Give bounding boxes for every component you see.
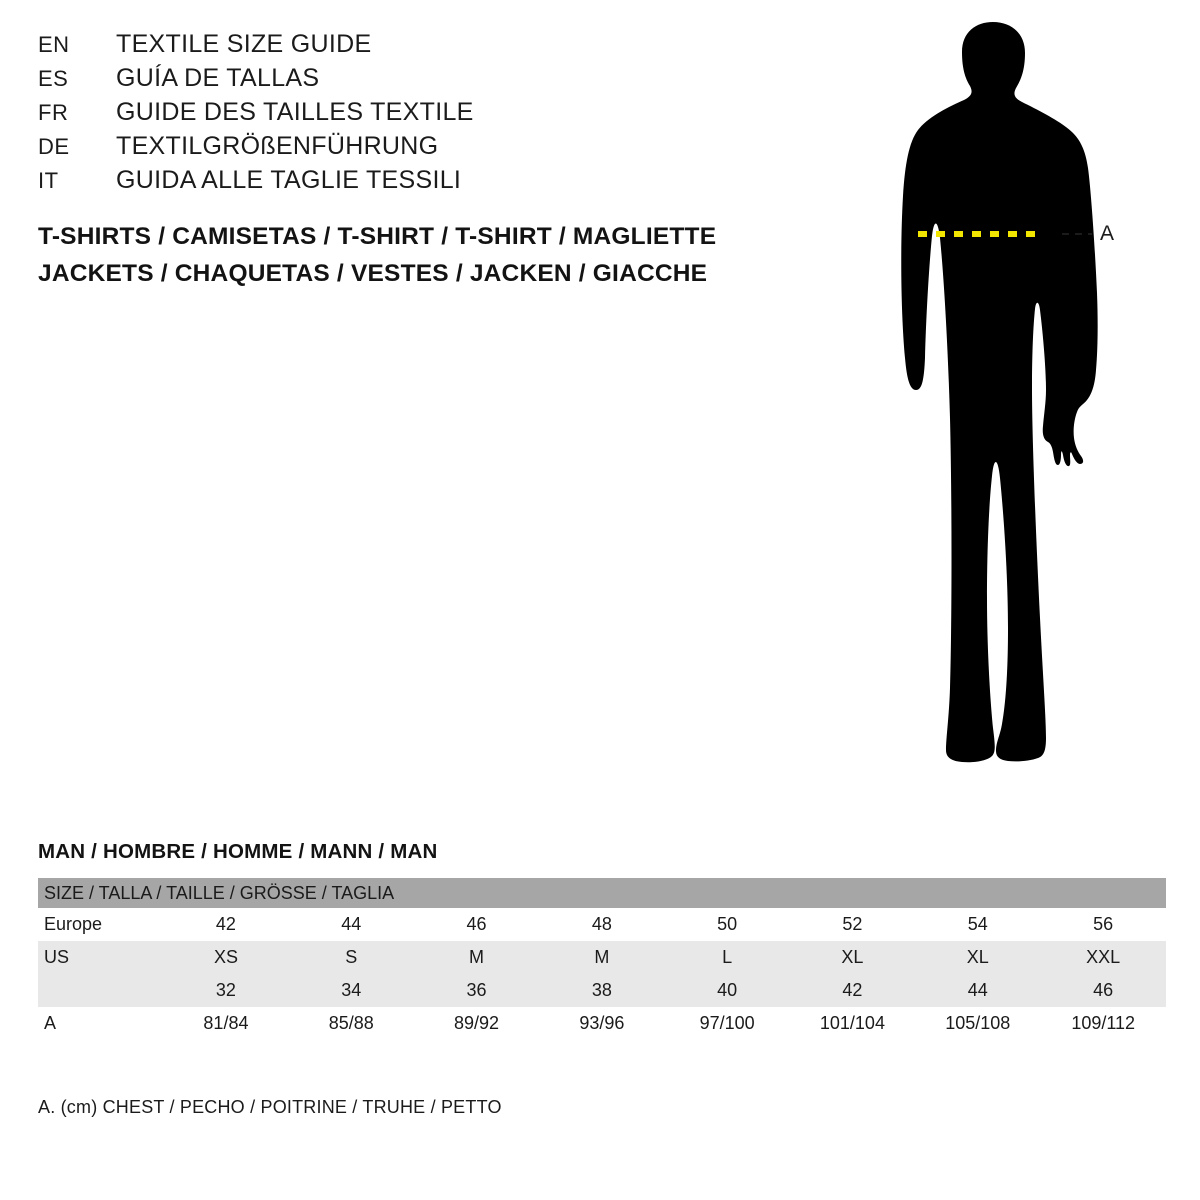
language-title: GUIDA ALLE TAGLIE TESSILI xyxy=(116,166,462,194)
language-title-list xyxy=(38,30,798,200)
language-code: IT xyxy=(38,168,59,193)
table-footnote: A. (cm) CHEST / PECHO / POITRINE / TRUHE / PETTO xyxy=(38,1097,502,1117)
garment-category-list xyxy=(38,218,838,292)
cell: 32 xyxy=(163,974,288,1007)
language-row xyxy=(38,30,798,64)
language-code: FR xyxy=(38,100,69,125)
cell: 89/92 xyxy=(414,1007,539,1040)
cell: 105/108 xyxy=(915,1007,1040,1040)
row-label: A xyxy=(38,1007,163,1040)
cell: 93/96 xyxy=(539,1007,664,1040)
garment-category-tshirts: T-SHIRTS / CAMISETAS / T-SHIRT / T-SHIRT / MAGLIETTE xyxy=(38,223,717,250)
table-row xyxy=(38,941,1166,974)
garment-category-jackets: JACKETS / CHAQUETAS / VESTES / JACKEN / GIACCHE xyxy=(38,260,708,287)
cell: 97/100 xyxy=(664,1007,789,1040)
cell: 56 xyxy=(1040,908,1166,941)
cell: 50 xyxy=(664,908,789,941)
body-silhouette-figure xyxy=(830,18,1170,788)
language-row xyxy=(38,132,798,166)
cell: 52 xyxy=(790,908,915,941)
language-title: TEXTILE SIZE GUIDE xyxy=(116,30,372,58)
language-title: GUIDE DES TAILLES TEXTILE xyxy=(116,98,474,126)
cell: 44 xyxy=(289,908,414,941)
cell: M xyxy=(539,941,664,974)
cell: 34 xyxy=(289,974,414,1007)
cell: 46 xyxy=(414,908,539,941)
male-silhouette-icon xyxy=(830,18,1170,788)
row-label xyxy=(38,974,163,1007)
language-title: TEXTILGRÖßENFÜHRUNG xyxy=(116,132,439,160)
measure-letter-label: A xyxy=(1100,222,1115,245)
cell: 40 xyxy=(664,974,789,1007)
cell: 85/88 xyxy=(289,1007,414,1040)
table-row xyxy=(38,1007,1166,1040)
table-header-label: SIZE / TALLA / TAILLE / GRÖSSE / TAGLIA xyxy=(38,878,1166,908)
cell: XS xyxy=(163,941,288,974)
cell: 38 xyxy=(539,974,664,1007)
cell: XXL xyxy=(1040,941,1166,974)
measure-leader-line xyxy=(1062,233,1092,235)
cell: 48 xyxy=(539,908,664,941)
language-code: EN xyxy=(38,32,70,57)
language-row xyxy=(38,98,798,132)
cell: S xyxy=(289,941,414,974)
language-row xyxy=(38,64,798,98)
size-table xyxy=(38,878,1166,1040)
table-row xyxy=(38,974,1166,1007)
cell: M xyxy=(414,941,539,974)
cell: XL xyxy=(790,941,915,974)
language-title: GUÍA DE TALLAS xyxy=(116,64,320,92)
cell: 54 xyxy=(915,908,1040,941)
row-label: US xyxy=(38,941,163,974)
cell: 46 xyxy=(1040,974,1166,1007)
cell: 81/84 xyxy=(163,1007,288,1040)
cell: XL xyxy=(915,941,1040,974)
cell: 109/112 xyxy=(1040,1007,1166,1040)
language-code: DE xyxy=(38,134,70,159)
table-header-row xyxy=(38,878,1166,908)
cell: 42 xyxy=(163,908,288,941)
cell: 36 xyxy=(414,974,539,1007)
gender-heading: MAN / HOMBRE / HOMME / MANN / MAN xyxy=(38,840,438,863)
language-row xyxy=(38,166,798,200)
row-label: Europe xyxy=(38,908,163,941)
table-row xyxy=(38,908,1166,941)
cell: 44 xyxy=(915,974,1040,1007)
cell: 101/104 xyxy=(790,1007,915,1040)
language-code: ES xyxy=(38,66,69,91)
size-table-section xyxy=(38,840,1166,1040)
cell: L xyxy=(664,941,789,974)
cell: 42 xyxy=(790,974,915,1007)
